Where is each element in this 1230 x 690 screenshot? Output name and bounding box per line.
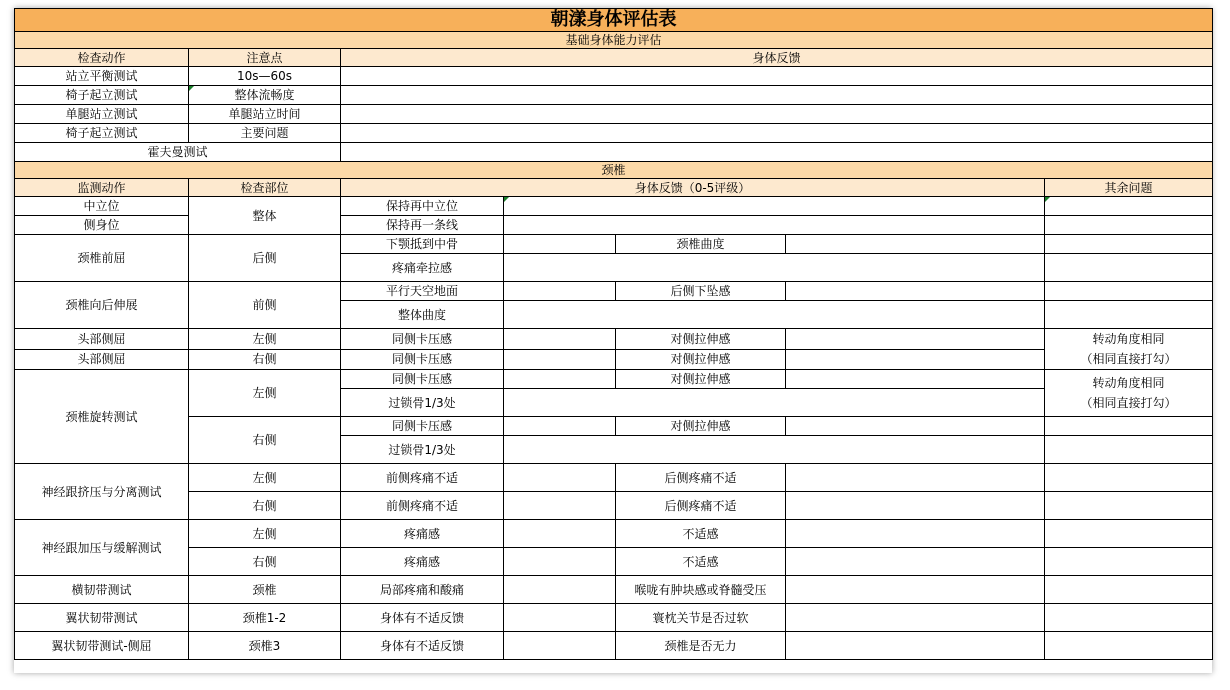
feedback-label-cell[interactable]: 前侧疼痛不适 bbox=[341, 464, 504, 492]
basic-note-cell[interactable]: 整体流畅度 bbox=[189, 86, 341, 105]
rating-cell[interactable] bbox=[504, 197, 1045, 216]
feedback-label-cell[interactable]: 不适感 bbox=[616, 548, 786, 576]
note-line: （相同直接打勾） bbox=[1080, 396, 1177, 410]
feedback-label-cell[interactable]: 后侧疼痛不适 bbox=[616, 492, 786, 520]
rating-cell[interactable] bbox=[504, 576, 616, 604]
action-cell[interactable]: 神经跟加压与缓解测试 bbox=[15, 520, 189, 576]
rating-cell[interactable] bbox=[786, 604, 1045, 632]
basic-note-cell[interactable]: 10s—60s bbox=[189, 67, 341, 86]
feedback-label-cell[interactable]: 保持再一条线 bbox=[341, 216, 504, 235]
rating-cell[interactable] bbox=[786, 329, 1045, 350]
rating-cell[interactable] bbox=[504, 604, 616, 632]
other-issue-cell[interactable] bbox=[1045, 464, 1213, 492]
other-issue-cell[interactable] bbox=[1045, 216, 1213, 235]
basic-feedback-cell[interactable] bbox=[341, 124, 1213, 143]
other-issue-cell[interactable] bbox=[1045, 632, 1213, 660]
feedback-label-cell[interactable]: 疼痛牵拉感 bbox=[341, 254, 504, 282]
rating-cell[interactable] bbox=[504, 235, 616, 254]
action-cell[interactable]: 侧身位 bbox=[15, 216, 189, 235]
rating-cell[interactable] bbox=[786, 370, 1045, 389]
other-issue-cell[interactable] bbox=[1045, 604, 1213, 632]
basic-action-cell[interactable]: 椅子起立测试 bbox=[15, 124, 189, 143]
section-basic[interactable]: 基础身体能力评估 bbox=[15, 32, 1213, 49]
action-cell[interactable]: 翼状韧带测试 bbox=[15, 604, 189, 632]
rating-cell[interactable] bbox=[504, 254, 1045, 282]
header-feedback-rating[interactable]: 身体反馈（0-5评级） bbox=[341, 179, 1045, 197]
other-issue-cell[interactable] bbox=[1045, 436, 1213, 464]
other-issue-cell[interactable] bbox=[1045, 254, 1213, 282]
part-cell[interactable]: 颈椎 bbox=[189, 576, 341, 604]
rating-cell[interactable] bbox=[504, 349, 616, 370]
other-issue-note[interactable] bbox=[1045, 329, 1213, 370]
rating-cell[interactable] bbox=[504, 548, 616, 576]
part-cell[interactable]: 颈椎3 bbox=[189, 632, 341, 660]
feedback-label-cell[interactable]: 局部疼痛和酸痛 bbox=[341, 576, 504, 604]
rating-cell[interactable] bbox=[786, 282, 1045, 301]
feedback-label-cell[interactable]: 对侧拉伸感 bbox=[616, 417, 786, 436]
rating-cell[interactable] bbox=[504, 301, 1045, 329]
basic-action-cell[interactable]: 霍夫曼测试 bbox=[15, 143, 341, 162]
basic-action-cell[interactable]: 单腿站立测试 bbox=[15, 105, 189, 124]
assessment-table bbox=[14, 8, 1213, 660]
header-feedback[interactable]: 身体反馈 bbox=[341, 49, 1213, 67]
feedback-label-cell[interactable]: 疼痛感 bbox=[341, 548, 504, 576]
rating-cell[interactable] bbox=[786, 548, 1045, 576]
basic-feedback-cell[interactable] bbox=[341, 67, 1213, 86]
header-check-action[interactable]: 检查动作 bbox=[15, 49, 189, 67]
basic-action-cell[interactable]: 椅子起立测试 bbox=[15, 86, 189, 105]
sheet-title[interactable]: 朝漾身体评估表 bbox=[15, 9, 1213, 32]
feedback-label-cell[interactable]: 寰枕关节是否过软 bbox=[616, 604, 786, 632]
part-cell[interactable]: 左侧 bbox=[189, 520, 341, 548]
feedback-label-cell[interactable]: 对侧拉伸感 bbox=[616, 370, 786, 389]
rating-cell[interactable] bbox=[504, 370, 616, 389]
part-cell[interactable]: 右侧 bbox=[189, 492, 341, 520]
other-issue-note[interactable] bbox=[1045, 370, 1213, 417]
feedback-label-cell[interactable]: 前侧疼痛不适 bbox=[341, 492, 504, 520]
feedback-label-cell[interactable]: 身体有不适反馈 bbox=[341, 632, 504, 660]
action-cell[interactable]: 颈椎向后伸展 bbox=[15, 282, 189, 329]
basic-feedback-cell[interactable] bbox=[341, 105, 1213, 124]
feedback-label-cell[interactable]: 身体有不适反馈 bbox=[341, 604, 504, 632]
rating-cell[interactable] bbox=[504, 436, 1045, 464]
rating-cell[interactable] bbox=[504, 389, 1045, 417]
note-line: （相同直接打勾） bbox=[1080, 352, 1177, 366]
rating-cell[interactable] bbox=[786, 632, 1045, 660]
part-cell[interactable]: 右侧 bbox=[189, 349, 341, 370]
rating-cell[interactable] bbox=[504, 464, 616, 492]
feedback-label-cell[interactable]: 平行天空地面 bbox=[341, 282, 504, 301]
rating-cell[interactable] bbox=[786, 417, 1045, 436]
rating-cell[interactable] bbox=[786, 464, 1045, 492]
feedback-label-cell[interactable]: 过锁骨1/3处 bbox=[341, 389, 504, 417]
rating-cell[interactable] bbox=[504, 492, 616, 520]
part-cell[interactable]: 前侧 bbox=[189, 282, 341, 329]
rating-cell[interactable] bbox=[504, 520, 616, 548]
feedback-label-cell[interactable]: 疼痛感 bbox=[341, 520, 504, 548]
rating-cell[interactable] bbox=[786, 349, 1045, 370]
header-check-part[interactable]: 检查部位 bbox=[189, 179, 341, 197]
part-cell[interactable]: 右侧 bbox=[189, 417, 341, 464]
rating-cell[interactable] bbox=[786, 520, 1045, 548]
action-cell[interactable]: 头部侧屈 bbox=[15, 329, 189, 350]
note-line: 转动角度相同 bbox=[1092, 376, 1165, 390]
header-monitor-action[interactable]: 监测动作 bbox=[15, 179, 189, 197]
part-cell[interactable]: 后侧 bbox=[189, 235, 341, 282]
rating-cell[interactable] bbox=[504, 417, 616, 436]
action-cell[interactable]: 中立位 bbox=[15, 197, 189, 216]
feedback-label-cell[interactable]: 颈椎曲度 bbox=[616, 235, 786, 254]
feedback-label-cell[interactable]: 同侧卡压感 bbox=[341, 370, 504, 389]
feedback-label-cell[interactable]: 同侧卡压感 bbox=[341, 349, 504, 370]
part-cell[interactable]: 左侧 bbox=[189, 464, 341, 492]
feedback-label-cell[interactable]: 保持再中立位 bbox=[341, 197, 504, 216]
feedback-label-cell[interactable]: 整体曲度 bbox=[341, 301, 504, 329]
basic-feedback-cell[interactable] bbox=[341, 143, 1213, 162]
header-other-issues[interactable]: 其余问题 bbox=[1045, 179, 1213, 197]
action-cell[interactable]: 颈椎旋转测试 bbox=[15, 370, 189, 464]
feedback-label-cell[interactable]: 不适感 bbox=[616, 520, 786, 548]
action-cell[interactable]: 横韧带测试 bbox=[15, 576, 189, 604]
part-cell[interactable]: 右侧 bbox=[189, 548, 341, 576]
feedback-label-cell[interactable]: 喉咙有肿块感或脊髓受压 bbox=[616, 576, 786, 604]
feedback-label-cell[interactable]: 同侧卡压感 bbox=[341, 417, 504, 436]
action-cell[interactable]: 翼状韧带测试-侧屈 bbox=[15, 632, 189, 660]
basic-action-cell[interactable]: 站立平衡测试 bbox=[15, 67, 189, 86]
part-cell[interactable]: 整体 bbox=[189, 197, 341, 235]
other-issue-cell[interactable] bbox=[1045, 520, 1213, 548]
action-cell[interactable]: 颈椎前屈 bbox=[15, 235, 189, 282]
rating-cell[interactable] bbox=[504, 329, 616, 350]
other-issue-cell[interactable] bbox=[1045, 301, 1213, 329]
feedback-label-cell[interactable]: 后侧疼痛不适 bbox=[616, 464, 786, 492]
feedback-label-cell[interactable]: 后侧下坠感 bbox=[616, 282, 786, 301]
rating-cell[interactable] bbox=[786, 576, 1045, 604]
part-cell[interactable]: 颈椎1-2 bbox=[189, 604, 341, 632]
rating-cell[interactable] bbox=[504, 632, 616, 660]
basic-note-cell[interactable]: 单腿站立时间 bbox=[189, 105, 341, 124]
other-issue-cell[interactable] bbox=[1045, 492, 1213, 520]
action-cell[interactable]: 头部侧屈 bbox=[15, 349, 189, 370]
note-line: 转动角度相同 bbox=[1092, 332, 1165, 346]
part-cell[interactable]: 左侧 bbox=[189, 370, 341, 417]
other-issue-cell[interactable] bbox=[1045, 197, 1213, 216]
other-issue-cell[interactable] bbox=[1045, 235, 1213, 254]
assessment-sheet bbox=[14, 8, 1212, 673]
action-cell[interactable]: 神经跟挤压与分离测试 bbox=[15, 464, 189, 520]
header-note[interactable]: 注意点 bbox=[189, 49, 341, 67]
other-issue-cell[interactable] bbox=[1045, 282, 1213, 301]
feedback-label-cell[interactable]: 下颚抵到中骨 bbox=[341, 235, 504, 254]
feedback-label-cell[interactable]: 对侧拉伸感 bbox=[616, 329, 786, 350]
basic-feedback-cell[interactable] bbox=[341, 86, 1213, 105]
rating-cell[interactable] bbox=[504, 282, 616, 301]
other-issue-cell[interactable] bbox=[1045, 576, 1213, 604]
rating-cell[interactable] bbox=[786, 235, 1045, 254]
feedback-label-cell[interactable]: 同侧卡压感 bbox=[341, 329, 504, 350]
other-issue-cell[interactable] bbox=[1045, 417, 1213, 436]
feedback-label-cell[interactable]: 过锁骨1/3处 bbox=[341, 436, 504, 464]
feedback-label-cell[interactable]: 对侧拉伸感 bbox=[616, 349, 786, 370]
basic-note-cell[interactable]: 主要问题 bbox=[189, 124, 341, 143]
feedback-label-cell[interactable]: 颈椎是否无力 bbox=[616, 632, 786, 660]
other-issue-cell[interactable] bbox=[1045, 548, 1213, 576]
rating-cell[interactable] bbox=[504, 216, 1045, 235]
part-cell[interactable]: 左侧 bbox=[189, 329, 341, 350]
section-neck[interactable]: 颈椎 bbox=[15, 162, 1213, 179]
rating-cell[interactable] bbox=[786, 492, 1045, 520]
